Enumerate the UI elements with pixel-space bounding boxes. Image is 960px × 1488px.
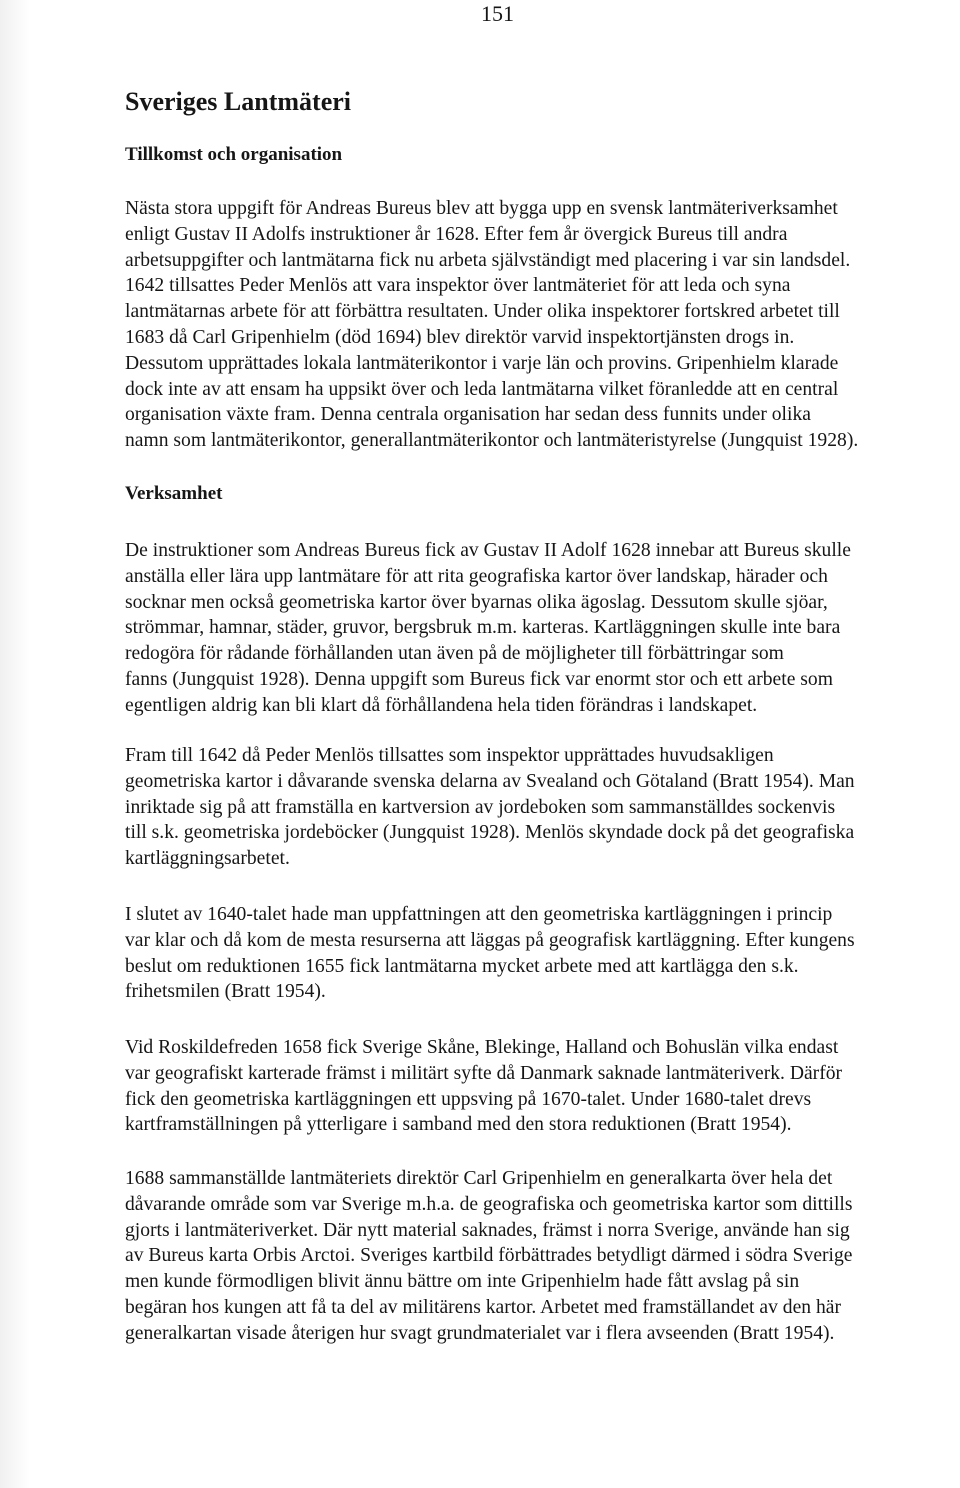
paragraph-verksamhet-4: Vid Roskildefreden 1658 fick Sverige Skåne, Blekinge, Halland och Bohuslän vilka endast var geografiskt karterade främst i militärt syfte då Danmark saknade lantmäteriverk. Därför fick den geometriska kartläggningen ett uppsving på 1670-talet. Under 1680-talet drevs kartframställningen på ytterligare i samband med den stora reduktionen (Bratt 1954). [125, 1037, 843, 1136]
page-title: Sveriges Lantmäteri [125, 87, 352, 116]
page-number: 151 [481, 1, 514, 26]
paragraph-tillkomst: Nästa stora uppgift för Andreas Bureus blev att bygga upp en svensk lantmäteriverksamhet enligt Gustav II Adolfs instruktioner år 1628. Efter fem år övergick Bureus till andra arbetsuppgifter och lantmätarna fick nu arbeta självständigt med placering i var sin landsdel. 1642 tillsattes Peder Menlös att vara inspektor över lantmäteriet för att leda och syna lantmätarnas arbete för att förbättra resultaten. Under olika inspektorer fortskred arbetet till 1683 då Carl Gripenhielm (död 1694) blev direktör varvid inspektortjänsten drogs in. Dessutom upprättades lokala lantmäterikontor i varje län och provins. Gripenhielm klarade dock inte av att ensam ha uppsikt över och leda lantmätarna vilket föranledde att en central organisation växte fram. Denna centrala organisation har sedan dess funnits under olika namn som lantmäterikontor, generallantmäterikontor och lantmäteristyrelse (Jungquist 1928). [125, 198, 859, 452]
section-heading-tillkomst: Tillkomst och organisation [125, 144, 343, 165]
paragraph-verksamhet-5: 1688 sammanställde lantmäteriets direktör Carl Gripenhielm en generalkarta över hela det dåvarande område som var Sverige m.h.a. de geografiska och geometriska kartor som dittills gjorts i lantmäteriverket. Där nytt material saknades, främst i norra Sverige, använde han sig av Bureus karta Orbis Arctoi. Sveriges kartbild förbättrades betydligt därmed i södra Sverige men kunde förmodligen blivit ännu bättre om inte Gripenhielm hade fått avslag på sin begäran hos kungen att få ta del av militärens kartor. Arbetet med framställandet av den här generalkartan visade återigen hur svagt grundmaterialet var i flera avseenden (Bratt 1954). [125, 1168, 853, 1344]
paragraph-verksamhet-1: De instruktioner som Andreas Bureus fick av Gustav II Adolf 1628 innebar att Bureus skulle anställa eller lära upp lantmätare för att rita geografiska kartor över landskap, härader och socknar men också geometriska kartor över byarnas olika ägoslag. Dessutom skulle sjöar, strömmar, hamnar, städer, gruvor, bergsbruk m.m. karteras. Kartläggningen skulle inte bara redogöra för rådande förhållanden utan även på de möjligheter till förbättringar som fanns (Jungquist 1928). Denna uppgift som Bureus fick var enormt stor och ett arbete som egentligen aldrig kan bli klart då förhållandena hela tiden förändras i landskapet. [125, 540, 851, 716]
scan-edge-shadow [0, 0, 30, 1488]
paragraph-verksamhet-2: Fram till 1642 då Peder Menlös tillsattes som inspektor upprättades huvudsakligen geometriska kartor i dåvarande svenska delarna av Svealand och Götaland (Bratt 1954). Man inriktade sig på att framställa en kartversion av jordeboken som sammanställdes sockenvis till s.k. geometriska jordeböcker (Jungquist 1928). Menlös skyndade dock på det geografiska kartläggningsarbetet. [125, 745, 855, 870]
section-heading-verksamhet: Verksamhet [125, 483, 223, 504]
paragraph-verksamhet-3: I slutet av 1640-talet hade man uppfattningen att den geometriska kartläggningen i princip var klar och då kom de mesta resurserna att läggas på geografisk kartläggning. Efter kungens beslut om reduktionen 1655 fick lantmätarna mycket arbete med att kartlägga den s.k. frihetsmilen (Bratt 1954). [125, 904, 855, 1003]
